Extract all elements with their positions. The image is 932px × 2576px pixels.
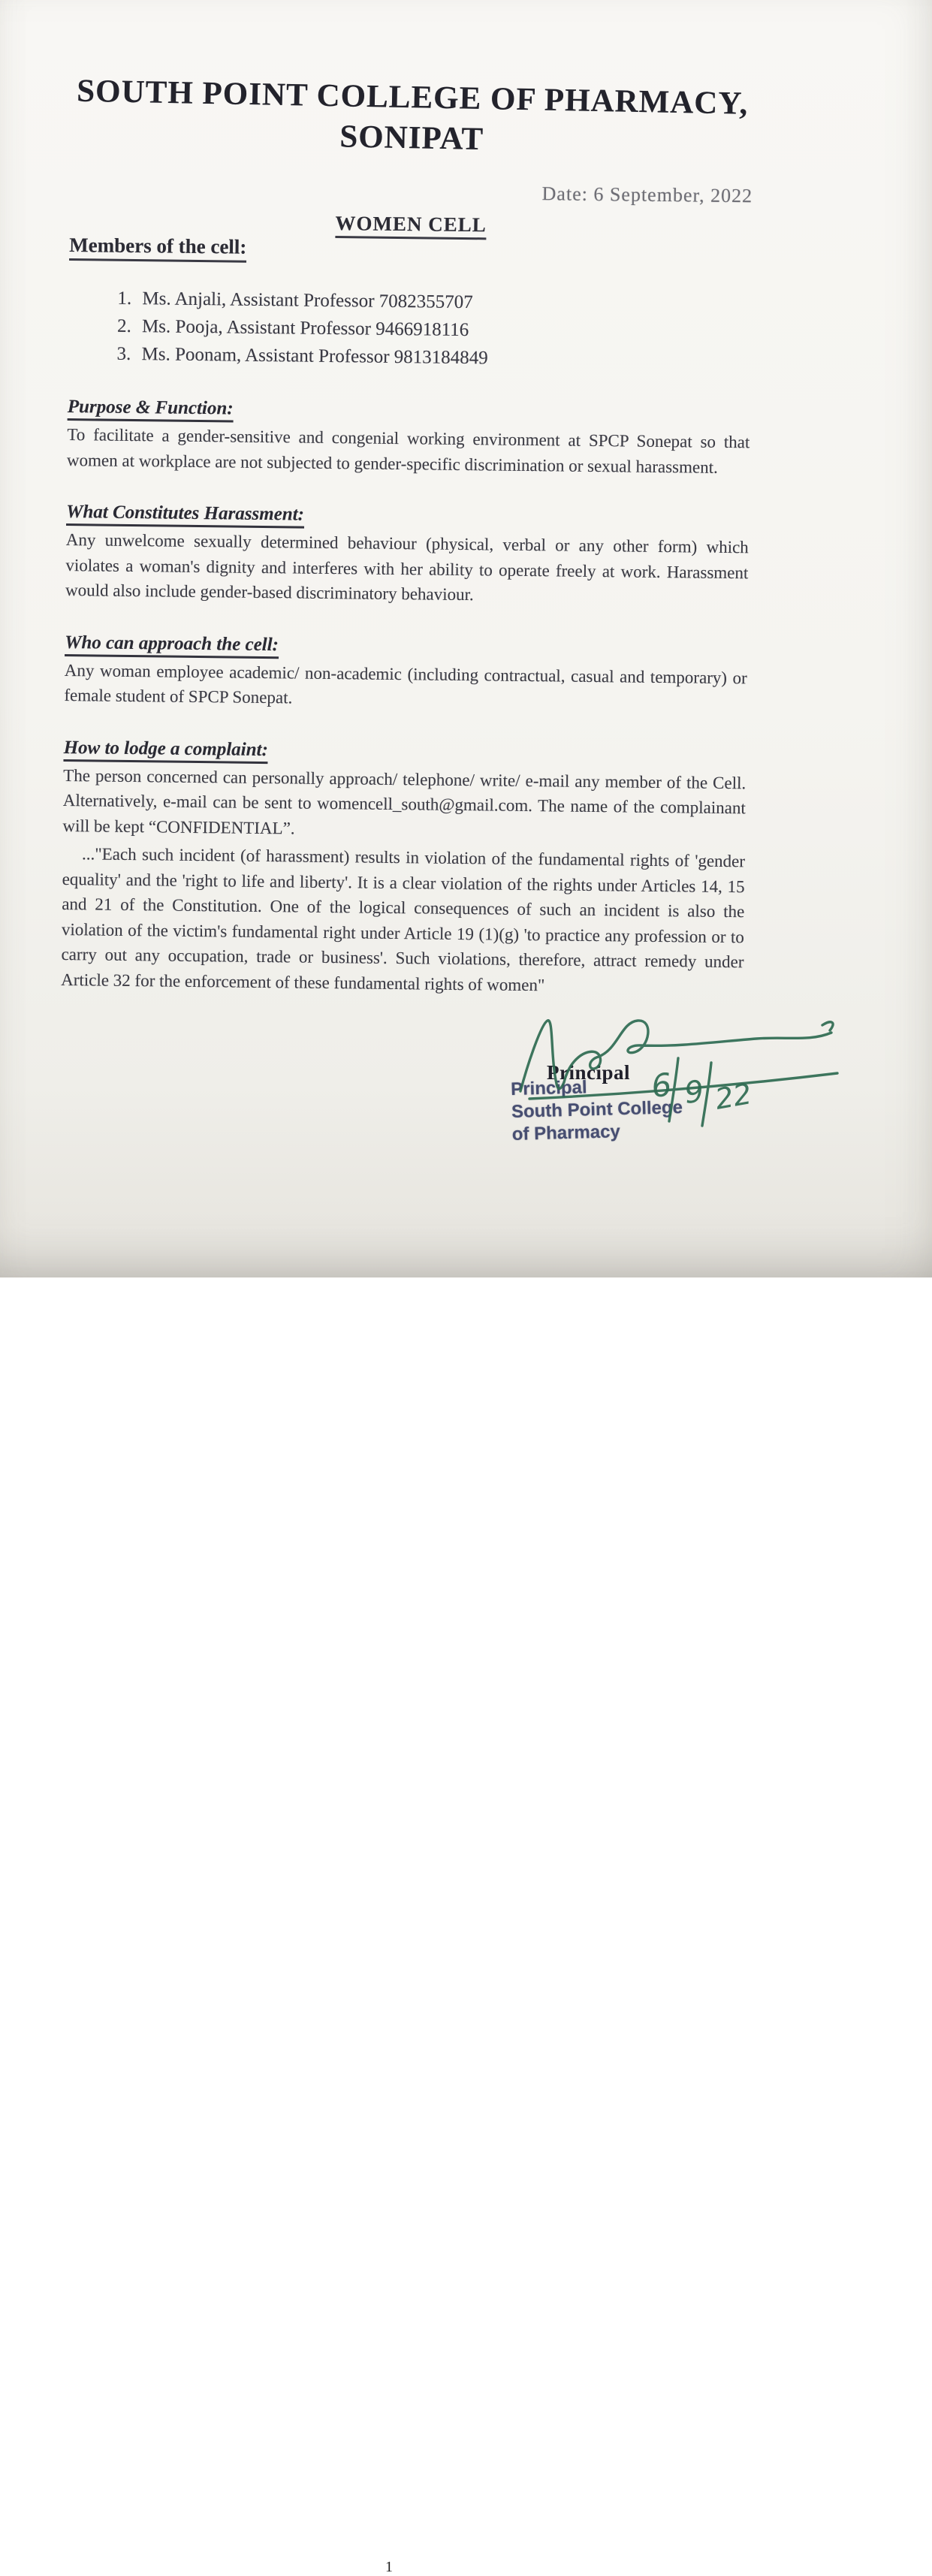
scan-bottom-margin xyxy=(0,1277,932,2575)
signature-block xyxy=(492,1010,852,1153)
stamp-line: of Pharmacy xyxy=(511,1121,621,1145)
document-content xyxy=(0,0,932,1002)
section-what-constitutes-harassment xyxy=(65,500,749,611)
women-cell-heading: WOMEN CELL xyxy=(69,209,752,240)
section-body: The person concerned can personally approach/ telephone/ write/ e-mail any member of the Cell. Alternatively, e-mail can be sent to womencell_south@gmail.com. The name of the complainant will be kept “CONFIDENTIAL”. xyxy=(62,765,747,837)
section-heading: What Constitutes Harassment: xyxy=(66,500,749,532)
stamp-line: Principal xyxy=(510,1077,587,1099)
document-date: Date: 6 September, 2022 xyxy=(541,182,753,207)
title-line-2: SONIPAT xyxy=(339,119,484,158)
document-title xyxy=(70,71,754,164)
section-who-can-approach xyxy=(64,630,747,715)
section-heading: How to lodge a complaint: xyxy=(63,735,746,767)
list-item: 3. Ms. Poonam, Assistant Professor 9813184849 xyxy=(135,340,750,375)
title-line-1: SOUTH POINT COLLEGE OF PHARMACY, xyxy=(76,73,749,122)
handwritten-date-day: 6 xyxy=(649,1066,674,1105)
section-heading: Who can approach the cell: xyxy=(65,630,747,662)
constitution-quote: ..."Each such incident (of harassment) results in violation of the fundamental rights of 'gender equality' and the 'right to life and liberty'. It is a clear violation of the rights under Articles 14, 15 and 21 of the Constitution. One of the logical consequences of such an incident is also the violation of the victim's fundamental right under Article 19 (1)(g) 'to practice any profession or to carry out any occupation, trade or business'. Such violations, therefore, attract remedy under Article 32 for the enforcement of these fundamental rights of women" xyxy=(61,844,746,994)
section-heading: Purpose & Function: xyxy=(68,395,750,427)
section-how-to-lodge-complaint xyxy=(61,735,747,1000)
signature-scribble xyxy=(822,1022,833,1030)
section-body: Any woman employee academic/ non-academic (including contractual, casual and temporary) or female student of SPCP Sonepat. xyxy=(64,660,747,707)
list-item: 1. Ms. Anjali, Assistant Professor 7082355707 xyxy=(136,285,751,319)
section-body: Any unwelcome sexually determined behaviour (physical, verbal or any other form) which violates a woman's dignity and interferes with her ability to operate freely at work. Harassment would also include gender-based discriminatory behaviour. xyxy=(65,530,749,605)
signature-scribble xyxy=(564,1021,831,1082)
members-heading: Members of the cell: xyxy=(69,234,752,264)
handwritten-date-month: 9 xyxy=(683,1074,706,1111)
section-purpose xyxy=(67,395,750,480)
members-list xyxy=(107,285,751,376)
page-number: 1 xyxy=(385,2559,393,2575)
typed-principal-label: Principal xyxy=(547,1061,630,1084)
handwritten-date-year: 22 xyxy=(712,1077,755,1116)
stamp-line: South Point College xyxy=(511,1097,683,1122)
section-body: To facilitate a gender-sensitive and congenial working environment at SPCP Sonepat so that women at workplace are not subjected to gender-specific discrimination or sexual harassment. xyxy=(66,425,750,477)
list-item: 2. Ms. Pooja, Assistant Professor 9466918116 xyxy=(136,312,751,347)
signature-ink-overlay xyxy=(492,1010,852,1153)
signature-scribble xyxy=(520,1021,564,1091)
